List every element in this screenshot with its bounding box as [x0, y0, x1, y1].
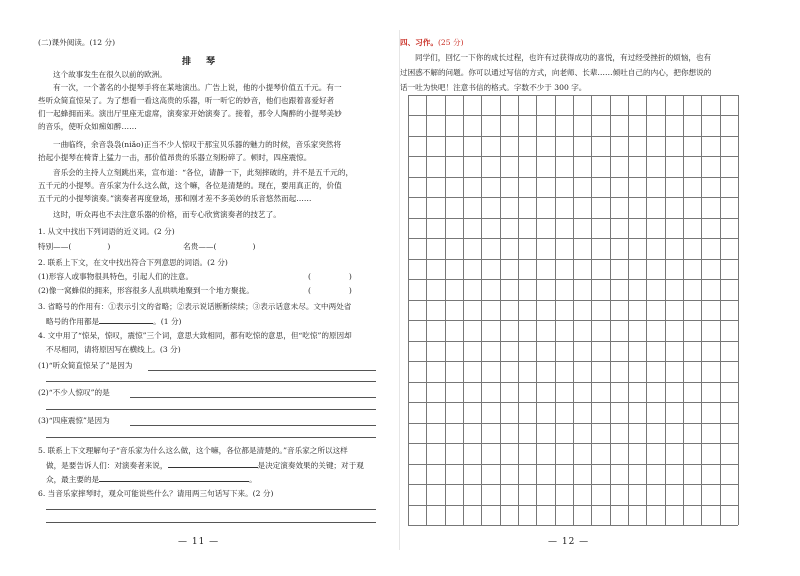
grid-column-line — [500, 95, 501, 525]
passage-line: 这个故事发生在很久以前的欧洲。 — [53, 70, 167, 79]
question-2-b: (2)像一窝蜂似的拥来，形容很多人乱哄哄地聚到一个地方聚拢。 — [38, 286, 254, 295]
grid-column-line — [628, 95, 629, 525]
grid-row-line — [408, 259, 738, 260]
passage-line: 有一次，一个著名的小提琴手将在某地演出。广告上说，他的小提琴价值五千元。有一 — [53, 83, 342, 92]
writing-grid[interactable] — [408, 95, 738, 525]
grid-row-line — [408, 443, 738, 444]
grid-row-line — [408, 320, 738, 321]
composition-score: (25 分) — [437, 38, 464, 47]
grid-column-line — [536, 95, 537, 525]
grid-column-line — [738, 95, 739, 525]
q5-text-d: 。 — [249, 475, 257, 484]
grid-row-line — [408, 279, 738, 280]
q4-a-answer-line-2[interactable] — [46, 381, 376, 382]
composition-prompt-line: 话一吐为快吧！注意书信的格式。字数不少于 300 字。 — [400, 83, 587, 92]
q5-answer-blank-2[interactable] — [99, 474, 249, 482]
grid-column-line — [463, 95, 464, 525]
question-1-prompt: 1. 从文中找出下列词语的近义词。(2 分) — [38, 227, 175, 236]
grid-column-line — [408, 95, 409, 525]
grid-column-line — [555, 95, 556, 525]
passage-span: 正当不少人惊叹于那宝贝乐器的魅力的时候，音乐家突然将 — [143, 140, 342, 149]
passage-line — [38, 140, 378, 150]
page-number-left: — 11 — — [178, 537, 220, 547]
q4-c-text: (3)“四座震惊”是因为 — [38, 416, 110, 425]
grid-column-line — [646, 95, 647, 525]
grid-row-line — [408, 484, 738, 485]
q3-answer-blank[interactable] — [99, 316, 153, 324]
passage-line: 些听众简直惊呆了。为了想看一看这高贵的乐器，听一听它的妙音，他们也跟着喜爱好者 — [38, 96, 335, 105]
question-3-line1: 3. 省略号的作用有：①表示引文的省略；②表示说话断断续续；③表示话意未尽。文中两处省 — [38, 302, 352, 311]
question-2-a: (1)形容人或事物很具特色，引起人们的注意。 — [38, 272, 194, 281]
q5-text-c: 众，最主要的是 — [46, 475, 100, 484]
q3-text: 略号的作用都是 — [46, 317, 100, 326]
question-5-line2 — [38, 460, 378, 471]
grid-row-line — [408, 136, 738, 137]
grid-row-line — [408, 402, 738, 403]
passage-line: 五千元的小提琴。音乐家为什么这么做，这个嘛，各位是清楚的。现在，要用真正的，价值 — [38, 181, 342, 190]
grid-column-line — [701, 95, 702, 525]
composition-header — [400, 38, 740, 48]
q1-word-2: 名贵——( — [183, 242, 217, 251]
grid-row-line — [408, 341, 738, 342]
q2-answer-slot-a[interactable]: ( ) — [308, 272, 352, 281]
grid-column-line — [610, 95, 611, 525]
q5-answer-blank-1[interactable] — [168, 460, 258, 468]
grid-column-line — [573, 95, 574, 525]
composition-prompt-line: 过困惑不解的问题。你可以通过写信的方式，向老师、长辈……倾吐自己的内心，把你想说的 — [400, 68, 712, 77]
grid-row-line — [408, 238, 738, 239]
grid-row-line — [408, 423, 738, 424]
question-6-prompt: 6. 当音乐家摔琴时，观众可能说些什么？请用两三句话写下来。(2 分) — [38, 489, 274, 498]
grid-row-line — [408, 505, 738, 506]
q5-text-b: 是决定演奏效果的关键；对于观 — [257, 461, 364, 470]
q4-b-text: (2)“不少人惊叹”的是 — [38, 388, 110, 397]
grid-column-line — [683, 95, 684, 525]
grid-column-line — [445, 95, 446, 525]
grid-row-line — [408, 95, 738, 96]
grid-row-line — [408, 382, 738, 383]
grid-row-line — [408, 525, 738, 526]
passage-line: 的音乐，使听众如痴如醉…… — [38, 122, 137, 131]
grid-column-line — [665, 95, 666, 525]
composition-prompt-line: 同学们，回忆一下你的成长过程，也许有过获得成功的喜悦，有过经受挫折的烦恼，也有 — [415, 53, 712, 62]
q6-answer-line-2[interactable] — [46, 522, 376, 523]
question-1-items — [38, 242, 378, 252]
passage-line: 这时，听众再也不去注意乐器的价格，而专心欣赏演奏者的技艺了。 — [53, 210, 281, 219]
grid-row-line — [408, 156, 738, 157]
grid-column-line — [518, 95, 519, 525]
q6-answer-line-1[interactable] — [46, 509, 376, 510]
q3-tail: 。(1 分) — [153, 317, 182, 326]
question-5-line1: 5. 联系上下文理解句子“音乐家为什么这么做，这个嘛，各位都是清楚的。”音乐家之所以这样 — [38, 446, 348, 455]
q5-text-a: 做，是要告诉人们：对演奏者来说， — [46, 461, 168, 470]
composition-label: 四、习作。 — [400, 38, 438, 47]
q4-b-answer-line[interactable] — [130, 397, 376, 398]
grid-row-line — [408, 300, 738, 301]
q4-a-text: (1)“听众简直惊呆了”是因为 — [38, 361, 133, 370]
grid-row-line — [408, 218, 738, 219]
grid-row-line — [408, 177, 738, 178]
passage-span: 一曲临终，余音袅袅(niǎo) — [53, 140, 144, 149]
q1-word-1-close: ) — [107, 242, 111, 251]
question-3-line2 — [38, 316, 378, 327]
question-4-line1: 4. 文中用了“惊呆，惊叹，震惊”三个词，意思大致相同，都有吃惊的意思，但“吃惊”的原因却 — [38, 331, 352, 340]
grid-row-line — [408, 361, 738, 362]
question-4-line2 — [38, 345, 378, 355]
grid-column-line — [426, 95, 427, 525]
passage-line: 音乐会的主持人立刻跳出来，宣布道：“各位，请静一下，此刻摔破的，并不是五千元的， — [53, 168, 354, 177]
question-2-prompt: 2. 联系上下文，在文中找出符合下列意思的词语。(2 分) — [38, 258, 228, 267]
grid-row-line — [408, 115, 738, 116]
grid-row-line — [408, 464, 738, 465]
q4-c-answer-line-2[interactable] — [46, 437, 376, 438]
passage-line: 们一起蜂拥而来。演出厅里座无虚席，演奏家开始演奏了。接着，那令人陶醉的小提琴美妙 — [38, 109, 342, 118]
q1-word-2-close: ) — [252, 242, 256, 251]
q1-word-1: 特别——( — [38, 242, 72, 251]
q4-text: 不尽相同，请将原因写在横线上。(3 分) — [46, 345, 181, 354]
q4-c-answer-line[interactable] — [130, 425, 376, 426]
grid-column-line — [591, 95, 592, 525]
passage-title: 排 琴 — [181, 57, 218, 67]
question-5-line3 — [38, 474, 378, 485]
q2-answer-slot-b[interactable]: ( ) — [308, 286, 352, 295]
q4-b-answer-line-2[interactable] — [46, 409, 376, 410]
q4-a-answer-line[interactable] — [148, 370, 376, 371]
grid-row-line — [408, 197, 738, 198]
grid-column-line — [720, 95, 721, 525]
passage-line: 五千元的小提琴演奏。”演奏者再度登场，那和刚才差不多美妙的乐音悠然而起…… — [38, 194, 312, 203]
page-number-right: — 12 — — [548, 537, 590, 547]
section-header: (二)课外阅读。(12 分) — [38, 38, 116, 47]
passage-line: 抬起小提琴在椅背上猛力一击，那价值昂贵的乐器立刻粉碎了。顿时，四座震惊。 — [38, 153, 312, 162]
grid-column-line — [481, 95, 482, 525]
